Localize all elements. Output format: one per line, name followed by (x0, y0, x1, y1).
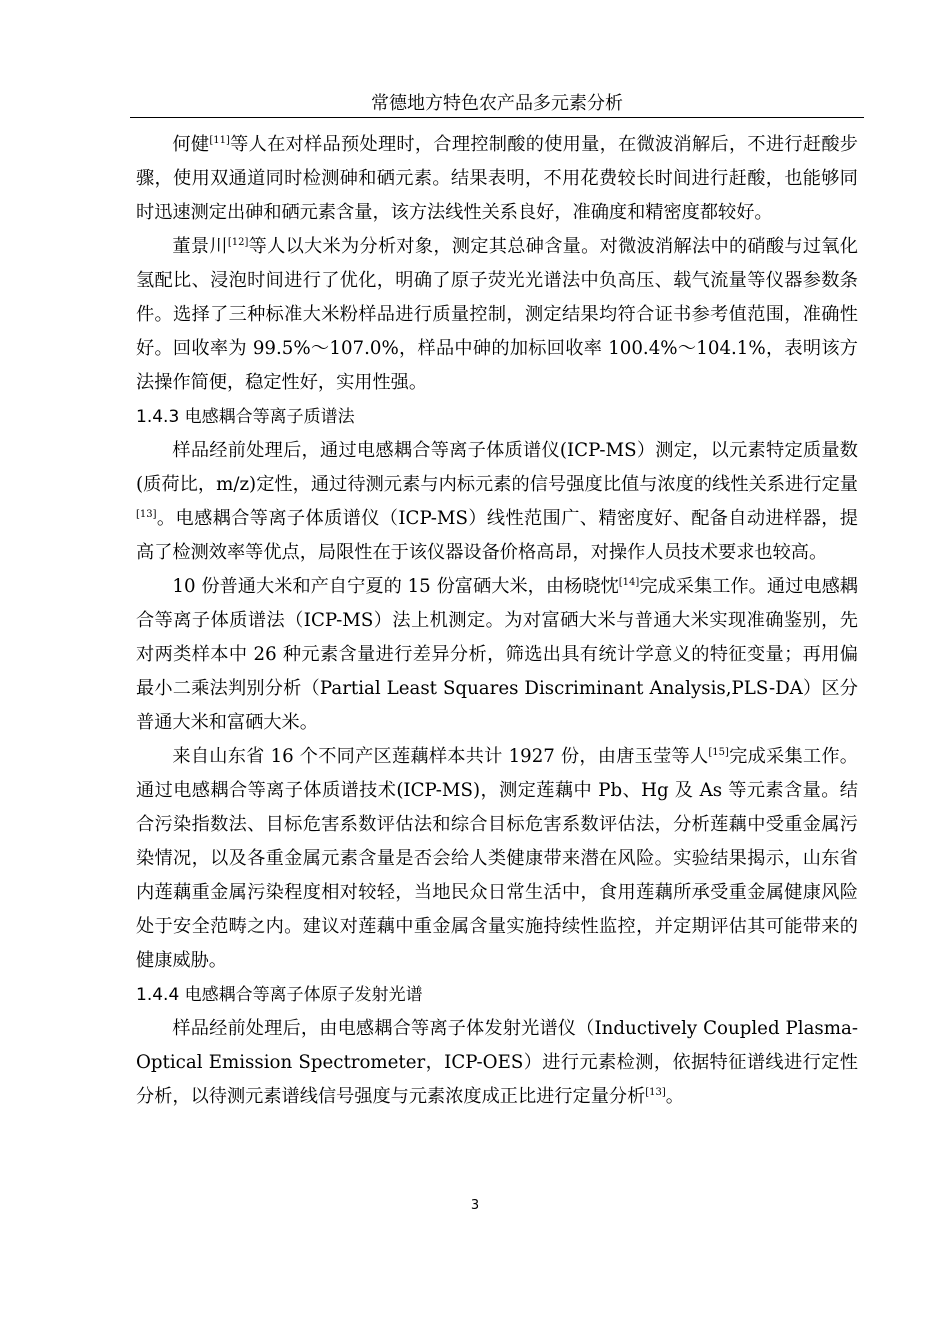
paragraph-text: 何健 (172, 134, 210, 155)
paragraph-text: 。电感耦合等离子体质谱仪（ICP-MS）线性范围广、精密度好、配备自动进样器，提高了检测效率等优点，局限性在于该仪器设备价格高昂，对操作人员技术要求也较高。 (136, 508, 858, 563)
page-number: 3 (470, 1198, 480, 1213)
paragraph-lotus-root (136, 740, 858, 978)
paragraph-selenium-rice (136, 570, 858, 740)
paragraph-icp-oes-method (136, 1012, 858, 1114)
citation-ref: [14] (618, 577, 640, 588)
citation-ref: [13] (645, 1087, 666, 1098)
paragraph-text: 来自山东省 16 个不同产区莲藕样本共计 1927 份，由唐玉莹等人 (172, 746, 709, 767)
paragraph-text: 完成采集工作。通过电感耦合等离子体质谱法（ICP-MS）法上机测定。为对富硒大米与普通大米实现准确鉴别，先对两类样本中 26 种元素含量进行差异分析，筛选出具有统计学意义的特征变量；再用偏最小二乘法判别分析（Partial Least Squares Discriminant Analysis,PLS-DA）区分普通大米和富硒大米。 (136, 576, 858, 733)
citation-ref: [11] (209, 135, 230, 146)
paragraph-dong-jingchuan (136, 230, 858, 400)
paragraph-text: 等人在对样品预处理时，合理控制酸的使用量，在微波消解后，不进行赶酸步骤，使用双通道同时检测砷和硒元素。结果表明，不用花费较长时间进行赶酸，也能够同时迅速测定出砷和硒元素含量，该方法线性关系良好，准确度和精密度都较好。 (136, 134, 858, 223)
paragraph-text: 董景川 (172, 236, 228, 257)
header-rule (130, 117, 864, 118)
paragraph-text: 等人以大米为分析对象，测定其总砷含量。对微波消解法中的硝酸与过氧化氢配比、浸泡时间进行了优化，明确了原子荧光光谱法中负高压、载气流量等仪器参数条件。选择了三种标准大米粉样品进行质量控制，测定结果均符合证书参考值范围，准确性好。回收率为 99.5%～107.0%，样品中砷的加标回收率 100.4%～104.1%，表明该方法操作简便，稳定性好，实用性强。 (136, 236, 858, 393)
paragraph-text: 。 (665, 1086, 684, 1107)
paragraph-text: 完成采集工作。通过电感耦合等离子体质谱技术(ICP-MS)，测定莲藕中 Pb、Hg 及 As 等元素含量。结合污染指数法、目标危害系数评估法和综合目标危害系数评估法，分析莲藕中受重金属污染情况，以及各重金属元素含量是否会给人类健康带来潜在风险。实验结果揭示，山东省内莲藕重金属污染程度相对较轻，当地民众日常生活中，食用莲藕所承受重金属健康风险处于安全范畴之内。建议对莲藕中重金属含量实施持续性监控，并定期评估其可能带来的健康威胁。 (136, 746, 858, 971)
citation-ref: [15] (708, 747, 729, 758)
citation-ref: [12] (227, 237, 249, 248)
paragraph-text: 样品经前处理后，通过电感耦合等离子体质谱仪(ICP-MS）测定，以元素特定质量数(质荷比，m/z)定性，通过待测元素与内标元素的信号强度比值与浓度的线性关系进行定量 (136, 440, 858, 495)
paragraph-text: 样品经前处理后，由电感耦合等离子体发射光谱仪（Inductively Coupled Plasma-Optical Emission Spectrometer，ICP-OES）进行元素检测，依据特征谱线进行定性分析，以待测元素谱线信号强度与元素浓度成正比进行定量分析 (136, 1018, 858, 1107)
paragraph-text: 10 份普通大米和产自宁夏的 15 份富硒大米，由杨晓忱 (172, 576, 619, 597)
paragraph-icp-ms-method (136, 434, 858, 570)
body-text (136, 128, 858, 1114)
section-heading-1-4-4: 1.4.4 电感耦合等离子体原子发射光谱 (136, 985, 423, 1005)
paragraph-he-jian (136, 128, 858, 230)
citation-ref: [13] (136, 509, 157, 520)
running-header-title: 常德地方特色农产品多元素分析 (371, 93, 623, 114)
section-heading-1-4-3: 1.4.3 电感耦合等离子质谱法 (136, 407, 355, 427)
